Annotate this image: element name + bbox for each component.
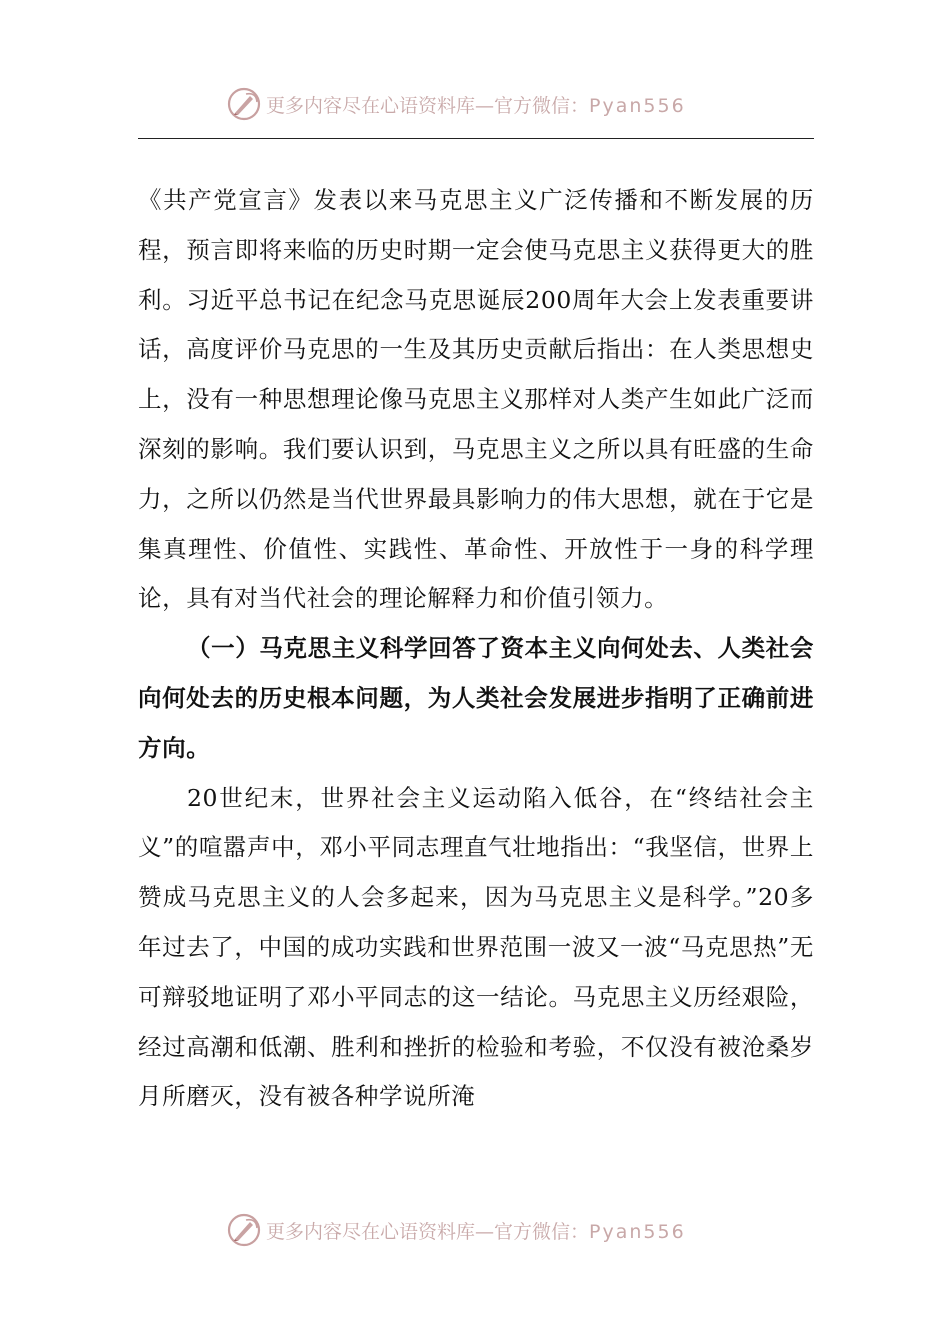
paragraph-1: 《共产党宣言》发表以来马克思主义广泛传播和不断发展的历程，预言即将来临的历史时期一定会使马克思主义获得更大的胜利。习近平总书记在纪念马克思诞辰200周年大会上发表重要讲话，高度评价马克思的一生及其历史贡献后指出：在人类思想史上，没有一种思想理论像马克思主义那样对人类产生如此广泛而深刻的影响。我们要认识到，马克思主义之所以具有旺盛的生命力，之所以仍然是当代世界最具影响力的伟大思想，就在于它是集真理性、价值性、实践性、革命性、开放性于一身的科学理论，具有对当代社会的理论解释力和价值引领力。 (138, 186, 814, 613)
footer-watermark (226, 1212, 686, 1248)
section-heading: （一）马克思主义科学回答了资本主义向何处去、人类社会向何处去的历史根本问题，为人类社会发展进步指明了正确前进方向。 (138, 634, 814, 762)
pen-circle-icon (226, 1212, 262, 1248)
page-header (0, 80, 950, 128)
page-footer (0, 1206, 950, 1254)
footer-watermark-text (266, 1217, 686, 1244)
paragraph-2: 20世纪末，世界社会主义运动陷入低谷，在“终结社会主义”的喧嚣声中，邓小平同志理直气壮地指出：“我坚信，世界上赞成马克思主义的人会多起来，因为马克思主义是科学。”20多年过去了，中国的成功实践和世界范围一波又一波“马克思热”无可辩驳地证明了邓小平同志的这一结论。马克思主义历经艰险，经过高潮和低潮、胜利和挫折的检验和考验，不仅没有被沧桑岁月所磨灭，没有被各种学说所淹 (138, 783, 814, 1111)
document-body (138, 176, 814, 1122)
footer-slogan: 更多内容尽在心语资料库—官方微信： (266, 1220, 590, 1243)
footer-wechat-id: Pyan556 (589, 1220, 686, 1243)
header-watermark (226, 86, 686, 122)
header-wechat-id: Pyan556 (589, 94, 686, 117)
header-slogan: 更多内容尽在心语资料库—官方微信： (266, 94, 590, 117)
header-watermark-text (266, 91, 686, 118)
header-rule (138, 138, 814, 139)
pen-circle-icon (226, 86, 262, 122)
